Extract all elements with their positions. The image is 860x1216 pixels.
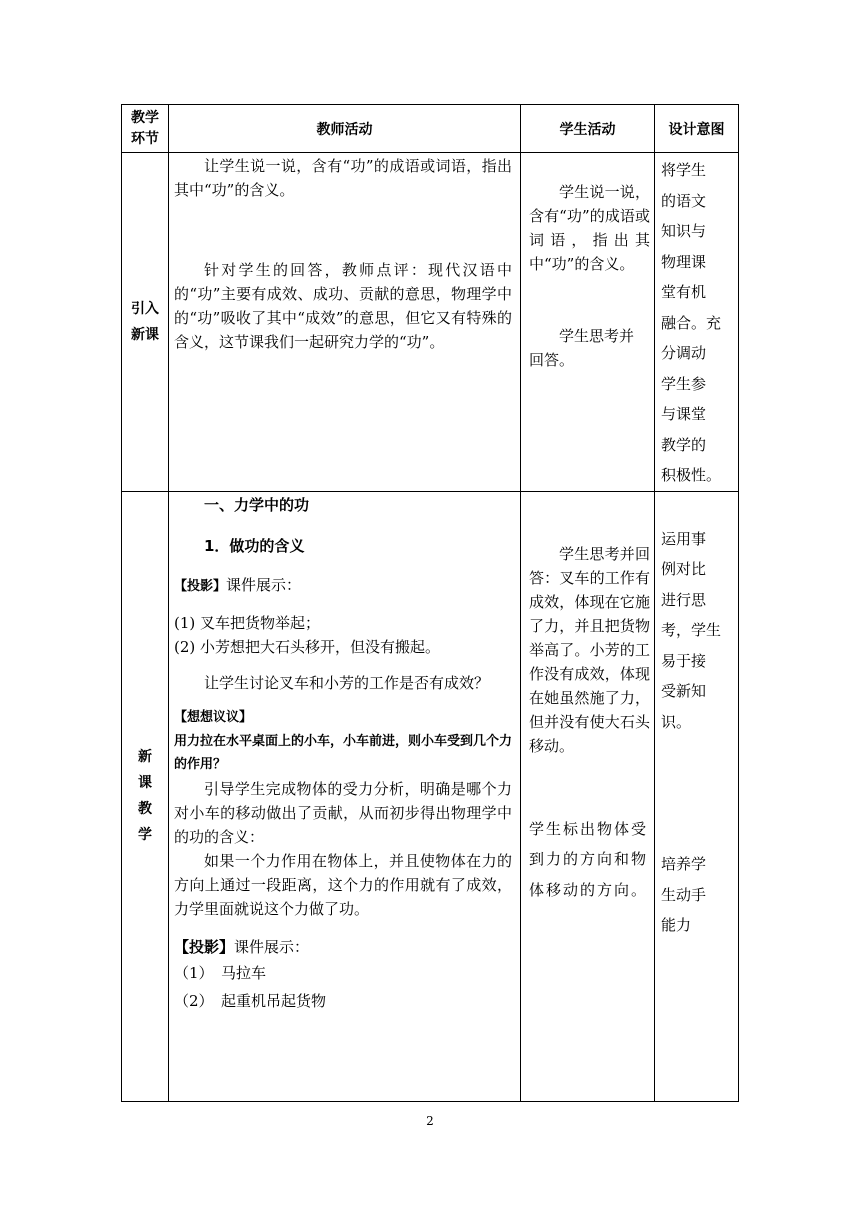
student-cell-newlesson xyxy=(521,491,655,1101)
teacher-intro-p1: 让学生说一说，含有“功”的成语或词语，指出其中“功”的含义。 xyxy=(174,157,512,199)
design-intro-line-6: 融合。充 xyxy=(661,313,722,332)
student-intro-p2: 学生思考并回答。 xyxy=(529,327,635,369)
header-teacher: 教师活动 xyxy=(169,105,521,153)
design-intro-line-2: 的语文 xyxy=(661,191,707,210)
design-intro-line-10: 教学的 xyxy=(661,435,707,454)
design-intro-line-1: 将学生 xyxy=(661,161,707,179)
definition-text: 如果一个力作用在物体上，并且使物体在力的方向上通过一段距离，这个力的作用就有了成效，力学里面就说这个力做了功。 xyxy=(174,851,512,918)
design-intro-line-3: 知识与 xyxy=(661,222,707,240)
design-newlesson-line-4: 考，学生 xyxy=(661,621,722,639)
header-student: 学生活动 xyxy=(521,105,655,153)
design-newlesson-line-2: 例对比 xyxy=(661,560,707,578)
design-newlesson-line-3: 进行思 xyxy=(661,590,707,609)
design-newlesson-line-7: 识。 xyxy=(661,712,692,731)
projection-line xyxy=(174,573,512,599)
design-intro-line-8: 学生参 xyxy=(661,374,707,393)
design-cell-intro xyxy=(655,153,739,492)
header-design: 设计意图 xyxy=(655,105,739,153)
stage-newlesson-label xyxy=(135,744,155,848)
example-item-2: (2) 小芳想把大石头移开，但没有搬起。 xyxy=(174,637,441,656)
design-cell-newlesson xyxy=(655,491,739,1101)
stage-newlesson-char-2: 课 xyxy=(138,775,152,791)
projection-tag: 【投影】 xyxy=(174,578,227,594)
design-skill-line-2: 生动手 xyxy=(661,885,707,904)
newlesson-row xyxy=(122,491,739,1101)
design-newlesson-line-5: 易于接 xyxy=(661,651,707,670)
teacher-cell-intro xyxy=(169,153,521,492)
design-skill-line-3: 能力 xyxy=(661,916,692,934)
design-intro-line-7: 分调动 xyxy=(661,344,707,362)
design-newlesson-text-2 xyxy=(655,849,738,941)
design-newlesson-line-6: 受新知 xyxy=(661,682,707,700)
projection-text-2: 课件展示： xyxy=(234,937,310,956)
example-item-1: (1) 叉车把货物举起； xyxy=(174,613,321,632)
student-intro-p1: 学生说一说，含有“功”的成语或词语，指出其中“功”的含义。 xyxy=(529,183,650,273)
stage-intro: 引入新课 xyxy=(122,153,169,492)
subsection-title: 1．做功的含义 xyxy=(204,536,305,555)
design-intro-line-4: 物理课 xyxy=(661,252,707,271)
projection-line-2 xyxy=(174,935,512,959)
section-title: 一、力学中的功 xyxy=(204,495,310,514)
stage-newlesson-char-4: 学 xyxy=(138,827,152,843)
projection-tag-2: 【投影】 xyxy=(174,937,235,956)
design-intro-line-11: 积极性。 xyxy=(661,466,722,484)
lesson-plan-table xyxy=(121,104,739,1102)
think-question: 用力拉在水平桌面上的小车，小车前进，则小车受到几个力的作用？ xyxy=(174,733,513,772)
teacher-cell-newlesson xyxy=(169,491,521,1101)
design-skill-line-1: 培养学 xyxy=(661,855,707,873)
student-task: 学生标出物体受到力的方向和物体移动的方向。 xyxy=(529,819,649,899)
design-newlesson-line-1: 运用事 xyxy=(661,529,707,548)
example-horse: （1） 马拉车 xyxy=(174,963,267,982)
discuss-prompt: 让学生讨论叉车和小芳的工作是否有成效？ xyxy=(204,673,490,692)
teacher-intro-p2: 针对学生的回答，教师点评：现代汉语中的“功”主要有成效、成功、贡献的意思，物理学中的“功”吸收了其中“成效”的意思，但它又有特殊的含义，这节课我们一起研究力学的“功”。 xyxy=(174,261,512,351)
design-newlesson-text-1 xyxy=(655,524,738,738)
stage-newlesson xyxy=(122,491,169,1101)
header-row xyxy=(122,105,739,153)
think-tag: 【想想议议】 xyxy=(174,709,253,725)
intro-row xyxy=(122,153,739,492)
header-stage: 教学环节 xyxy=(122,105,169,153)
design-intro-line-5: 堂有机 xyxy=(661,283,707,301)
design-intro-text xyxy=(655,155,738,491)
page-number: 2 xyxy=(426,1114,434,1128)
student-cell-intro xyxy=(521,153,655,492)
stage-newlesson-char-3: 教 xyxy=(138,801,152,817)
example-crane: （2） 起重机吊起货物 xyxy=(174,991,327,1010)
guide-text: 引导学生完成物体的受力分析，明确是哪个力对小车的移动做出了贡献，从而初步得出物理学中的功的含义： xyxy=(174,779,512,846)
student-answer: 学生思考并回答：叉车的工作有成效，体现在它施了力，并且把货物举高了。小芳的工作没有成效，体现在她虽然施了力，但并没有使大石头移动。 xyxy=(529,544,650,755)
projection-text: 课件展示： xyxy=(226,575,302,594)
stage-newlesson-char-1: 新 xyxy=(138,749,152,765)
design-intro-line-9: 与课堂 xyxy=(661,405,707,423)
